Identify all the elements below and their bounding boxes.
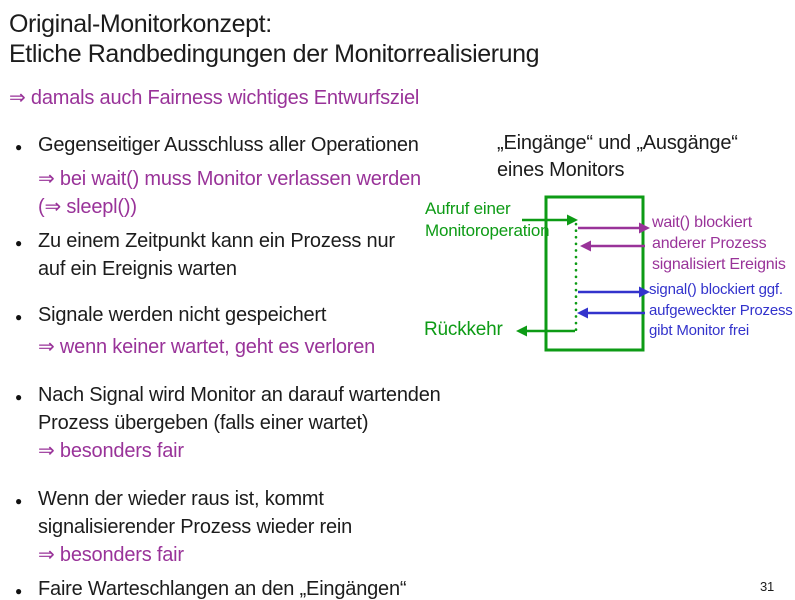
bullet-line — [8, 132, 498, 160]
return-label: Rückkehr — [424, 319, 503, 340]
bullet-item — [8, 486, 498, 568]
wakeup-release-arrow — [577, 308, 645, 319]
bullet-text-continued: signalisierender Prozess wieder rein — [38, 516, 353, 538]
call-label — [425, 198, 549, 242]
bullet-text: Wenn der wieder raus ist, kommt — [38, 488, 324, 510]
bullet-line — [8, 576, 498, 600]
page-title-line2: Etliche Randbedingungen der Monitorrealisierung — [9, 40, 540, 68]
bullet-icon: ● — [15, 236, 23, 250]
wait-arrow — [578, 223, 650, 234]
bullet-line — [8, 486, 498, 514]
bullet-subnote: (⇒ sleepl()) — [38, 196, 137, 218]
signal-wakeup-label — [649, 280, 793, 342]
bullet-subnote: ⇒ wenn keiner wartet, geht es verloren — [38, 336, 376, 358]
signaled-label-line2: signalisiert Ereignis — [652, 256, 786, 273]
wait-label-line: wait() blockiert — [652, 214, 752, 231]
bullet-text-continued: Prozess übergeben (falls einer wartet) — [38, 412, 369, 434]
bullet-text: Gegenseitiger Ausschluss aller Operationen — [38, 134, 419, 156]
signal-received-arrowhead-icon — [580, 241, 591, 252]
page-title — [9, 9, 539, 69]
diagram-title-line1: „Eingänge“ und „Ausgänge“ — [497, 132, 738, 154]
bullet-text-continued: auf ein Ereignis warten — [38, 258, 237, 280]
bullet-icon: ● — [15, 140, 23, 154]
page-number: 31 — [760, 579, 775, 594]
signal-arrow — [578, 287, 650, 298]
bullet-line — [8, 382, 498, 410]
wakeup-label-line2: gibt Monitor frei — [649, 322, 749, 339]
diagram-title-line2: eines Monitors — [497, 159, 625, 181]
call-label-line2: Monitoroperation — [425, 221, 550, 240]
signal-received-arrow — [580, 241, 645, 252]
signal-label-line: signal() blockiert ggf. — [649, 281, 783, 298]
signaled-label-line1: anderer Prozess — [652, 235, 767, 252]
bullet-subnote: ⇒ bei wait() muss Monitor verlassen werden — [38, 168, 421, 190]
bullet-text: Zu einem Zeitpunkt kann ein Prozess nur — [38, 230, 395, 252]
bullet-icon: ● — [15, 390, 23, 404]
return-arrowhead-icon — [516, 326, 527, 337]
bullet-icon: ● — [15, 584, 23, 598]
bullet-icon: ● — [15, 494, 23, 508]
page-title-line1: Original-Monitorkonzept: — [9, 10, 272, 38]
diagram-title — [497, 130, 738, 184]
bullet-icon: ● — [15, 310, 23, 324]
wait-signaled-label — [652, 212, 786, 275]
bullet-text: Signale werden nicht gespeichert — [38, 304, 327, 326]
bullet-subnote: ⇒ besonders fair — [38, 544, 184, 566]
intro-note: ⇒ damals auch Fairness wichtiges Entwurfsziel — [9, 87, 420, 109]
wakeup-release-arrowhead-icon — [577, 308, 588, 319]
wakeup-label-line1: aufgeweckter Prozess — [649, 301, 793, 319]
call-label-line1: Aufruf einer — [425, 199, 511, 218]
bullet-text: Nach Signal wird Monitor an darauf wartenden — [38, 384, 441, 406]
bullet-item — [8, 382, 498, 464]
bullet-text: Faire Warteschlangen an den „Eingängen“ — [38, 578, 407, 600]
bullet-item — [8, 576, 498, 600]
bullet-subnote: ⇒ besonders fair — [38, 440, 184, 462]
